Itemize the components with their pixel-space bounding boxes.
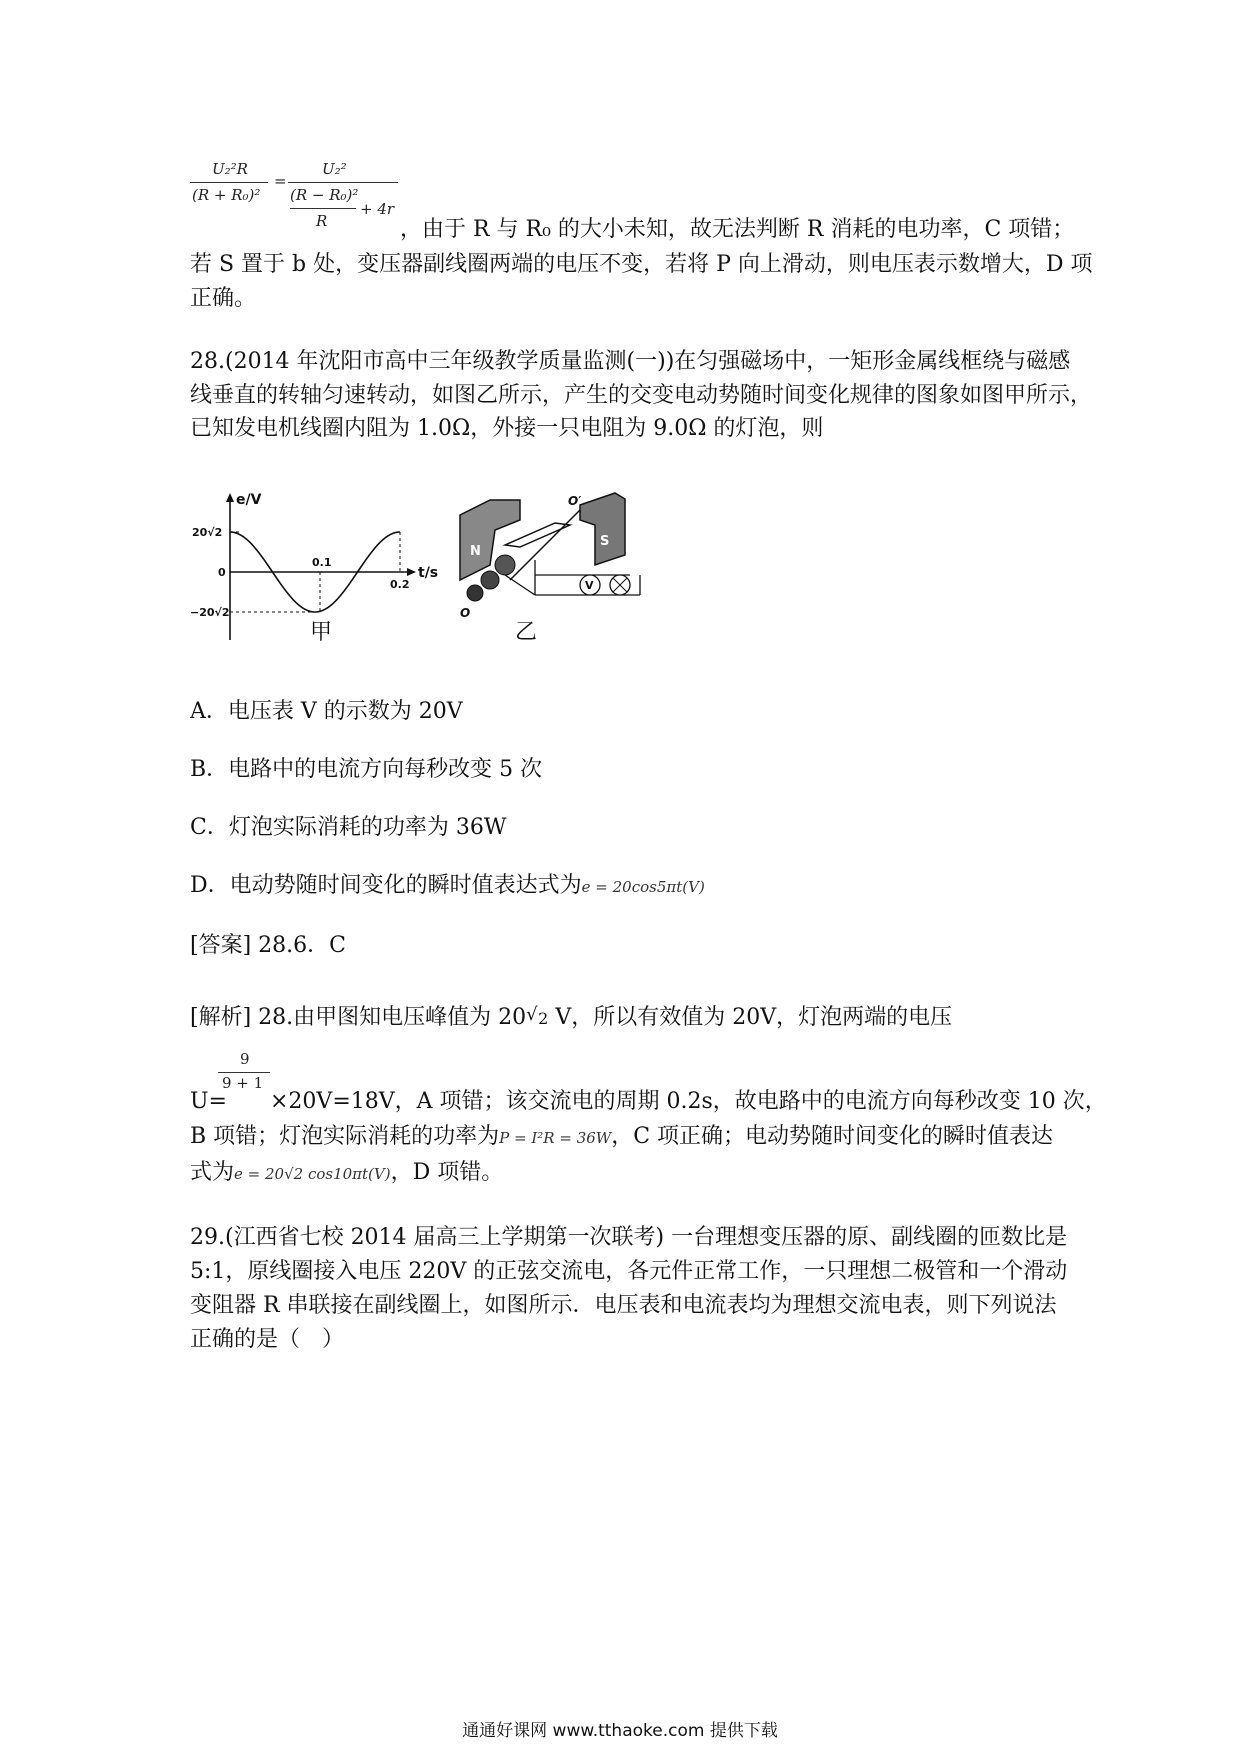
prev-line1-tail: ，由于 R 与 R₀ 的大小未知，故无法判断 R 消耗的电功率，C 项错； [400,217,1075,242]
analysis-line3-formula: P = I²R = 36W [499,1129,612,1147]
q28-line3: 已知发电机线圈内阻为 1.0Ω，外接一只电阻为 9.0Ω 的灯泡，则 [190,416,824,441]
q28-analysis-line2a: U= [190,1089,227,1114]
fig-yi-caption: 乙 [515,620,538,645]
fig-yi-label-v: V [585,579,594,592]
q28-option-d-text: D．电动势随时间变化的瞬时值表达式为 [190,873,582,898]
analysis-sqrt: √ 2 [526,1004,548,1034]
formula-right-den-top: (R − R₀)² [290,186,359,204]
q28-analysis-line2b: ×20V=18V，A 项错；该交流电的周期 0.2s，故电路中的电流方向每秒改变 10 次， [270,1089,1107,1114]
prev-line3: 正确。 [190,286,257,311]
prev-line2: 若 S 置于 b 处，变压器副线圈两端的电压不变，若将 P 向上滑动，则电压表示数增大，D 项 [190,252,1093,277]
q29-line2: 5:1，原线圈接入电压 220V 的正弦交流电，各元件正常工作，一只理想二极管和一个滑动 [190,1259,1068,1284]
formula-left-bar [190,182,268,183]
fig-yi-label-s: S [600,534,610,549]
figure-yi-generator [450,485,650,635]
q28-option-d [190,871,705,902]
analysis-line1-a: [解析] 28.由甲图知电压峰值为 20 [190,1005,527,1030]
fig-jia-caption: 甲 [310,620,333,645]
q28-line2: 线垂直的转轴匀速转动，如图乙所示，产生的交变电动势随时间变化规律的图象如图甲所示， [190,383,1093,408]
fig-jia-ylabel: e/V [236,492,262,508]
analysis-fraction [218,1050,278,1100]
fig-jia-origin: 0 [218,566,226,579]
prev-formula [190,160,410,240]
fig-jia-ypos: 20√2 [192,526,223,539]
q28-option-c: C．灯泡实际消耗的功率为 36W [190,815,507,840]
analysis-line3-a: B 项错；灯泡实际消耗的功率为 [190,1124,500,1149]
formula-left-num: U₂²R [212,160,248,178]
fig-jia-xtick1: 0.1 [312,556,332,569]
q29-line3: 变阻器 R 串联接在副线圈上，如图所示．电压表和电流表均为理想交流电表，则下列说法 [190,1293,1057,1318]
fig-yi-label-o2: O′ [568,494,582,508]
q28-analysis-line3 [190,1122,1053,1153]
q28-analysis-line4 [190,1158,503,1189]
formula-eq: = [274,172,287,190]
fig-yi-label-o: O [460,606,471,620]
analysis-line1-b: V，所以有效值为 20V，灯泡两端的电压 [548,1005,953,1030]
analysis-line4-a: 式为 [190,1160,235,1185]
formula-inner-bar [290,208,356,209]
analysis-frac-num: 9 [240,1050,250,1068]
page-footer: 通通好课网 www.tthaoke.com 提供下载 [462,1721,778,1741]
formula-right-den-plus: + 4r [360,200,395,218]
q28-option-d-formula: e = 20cos5πt(V) [581,878,705,896]
fig-jia-xtick2: 0.2 [390,578,410,591]
fig-jia-yneg: −20√2 [190,606,230,619]
analysis-line4-b: ，D 项错。 [390,1160,504,1185]
q28-analysis-line1 [190,1003,952,1034]
q28-answer: [答案] 28.6．C [190,933,346,958]
formula-right-bar [288,182,398,183]
analysis-line3-b: ，C 项正确；电动势随时间变化的瞬时值表达 [611,1124,1054,1149]
formula-left-den: (R + R₀)² [192,186,261,204]
analysis-frac-den: 9 + 1 [222,1074,264,1092]
analysis-line4-formula: e = 20√2 cos10πt(V) [234,1165,391,1183]
q29-line1: 29.(江西省七校 2014 届高三上学期第一次联考) 一台理想变压器的原、副线圈的匝数比是 [190,1225,1068,1250]
q28-line1: 28.(2014 年沈阳市高中三年级教学质量监测(一))在匀强磁场中，一矩形金属线框绕与磁感 [190,349,1071,374]
fig-yi-label-n: N [470,544,481,559]
q29-line4: 正确的是（ ） [190,1327,345,1352]
formula-right-num: U₂² [322,160,347,178]
q28-option-a: A．电压表 V 的示数为 20V [190,699,463,724]
analysis-frac-bar [218,1072,270,1073]
formula-right-den-r: R [316,212,328,230]
fig-jia-xlabel: t/s [418,565,439,581]
q28-option-b: B．电路中的电流方向每秒改变 5 次 [190,757,543,782]
